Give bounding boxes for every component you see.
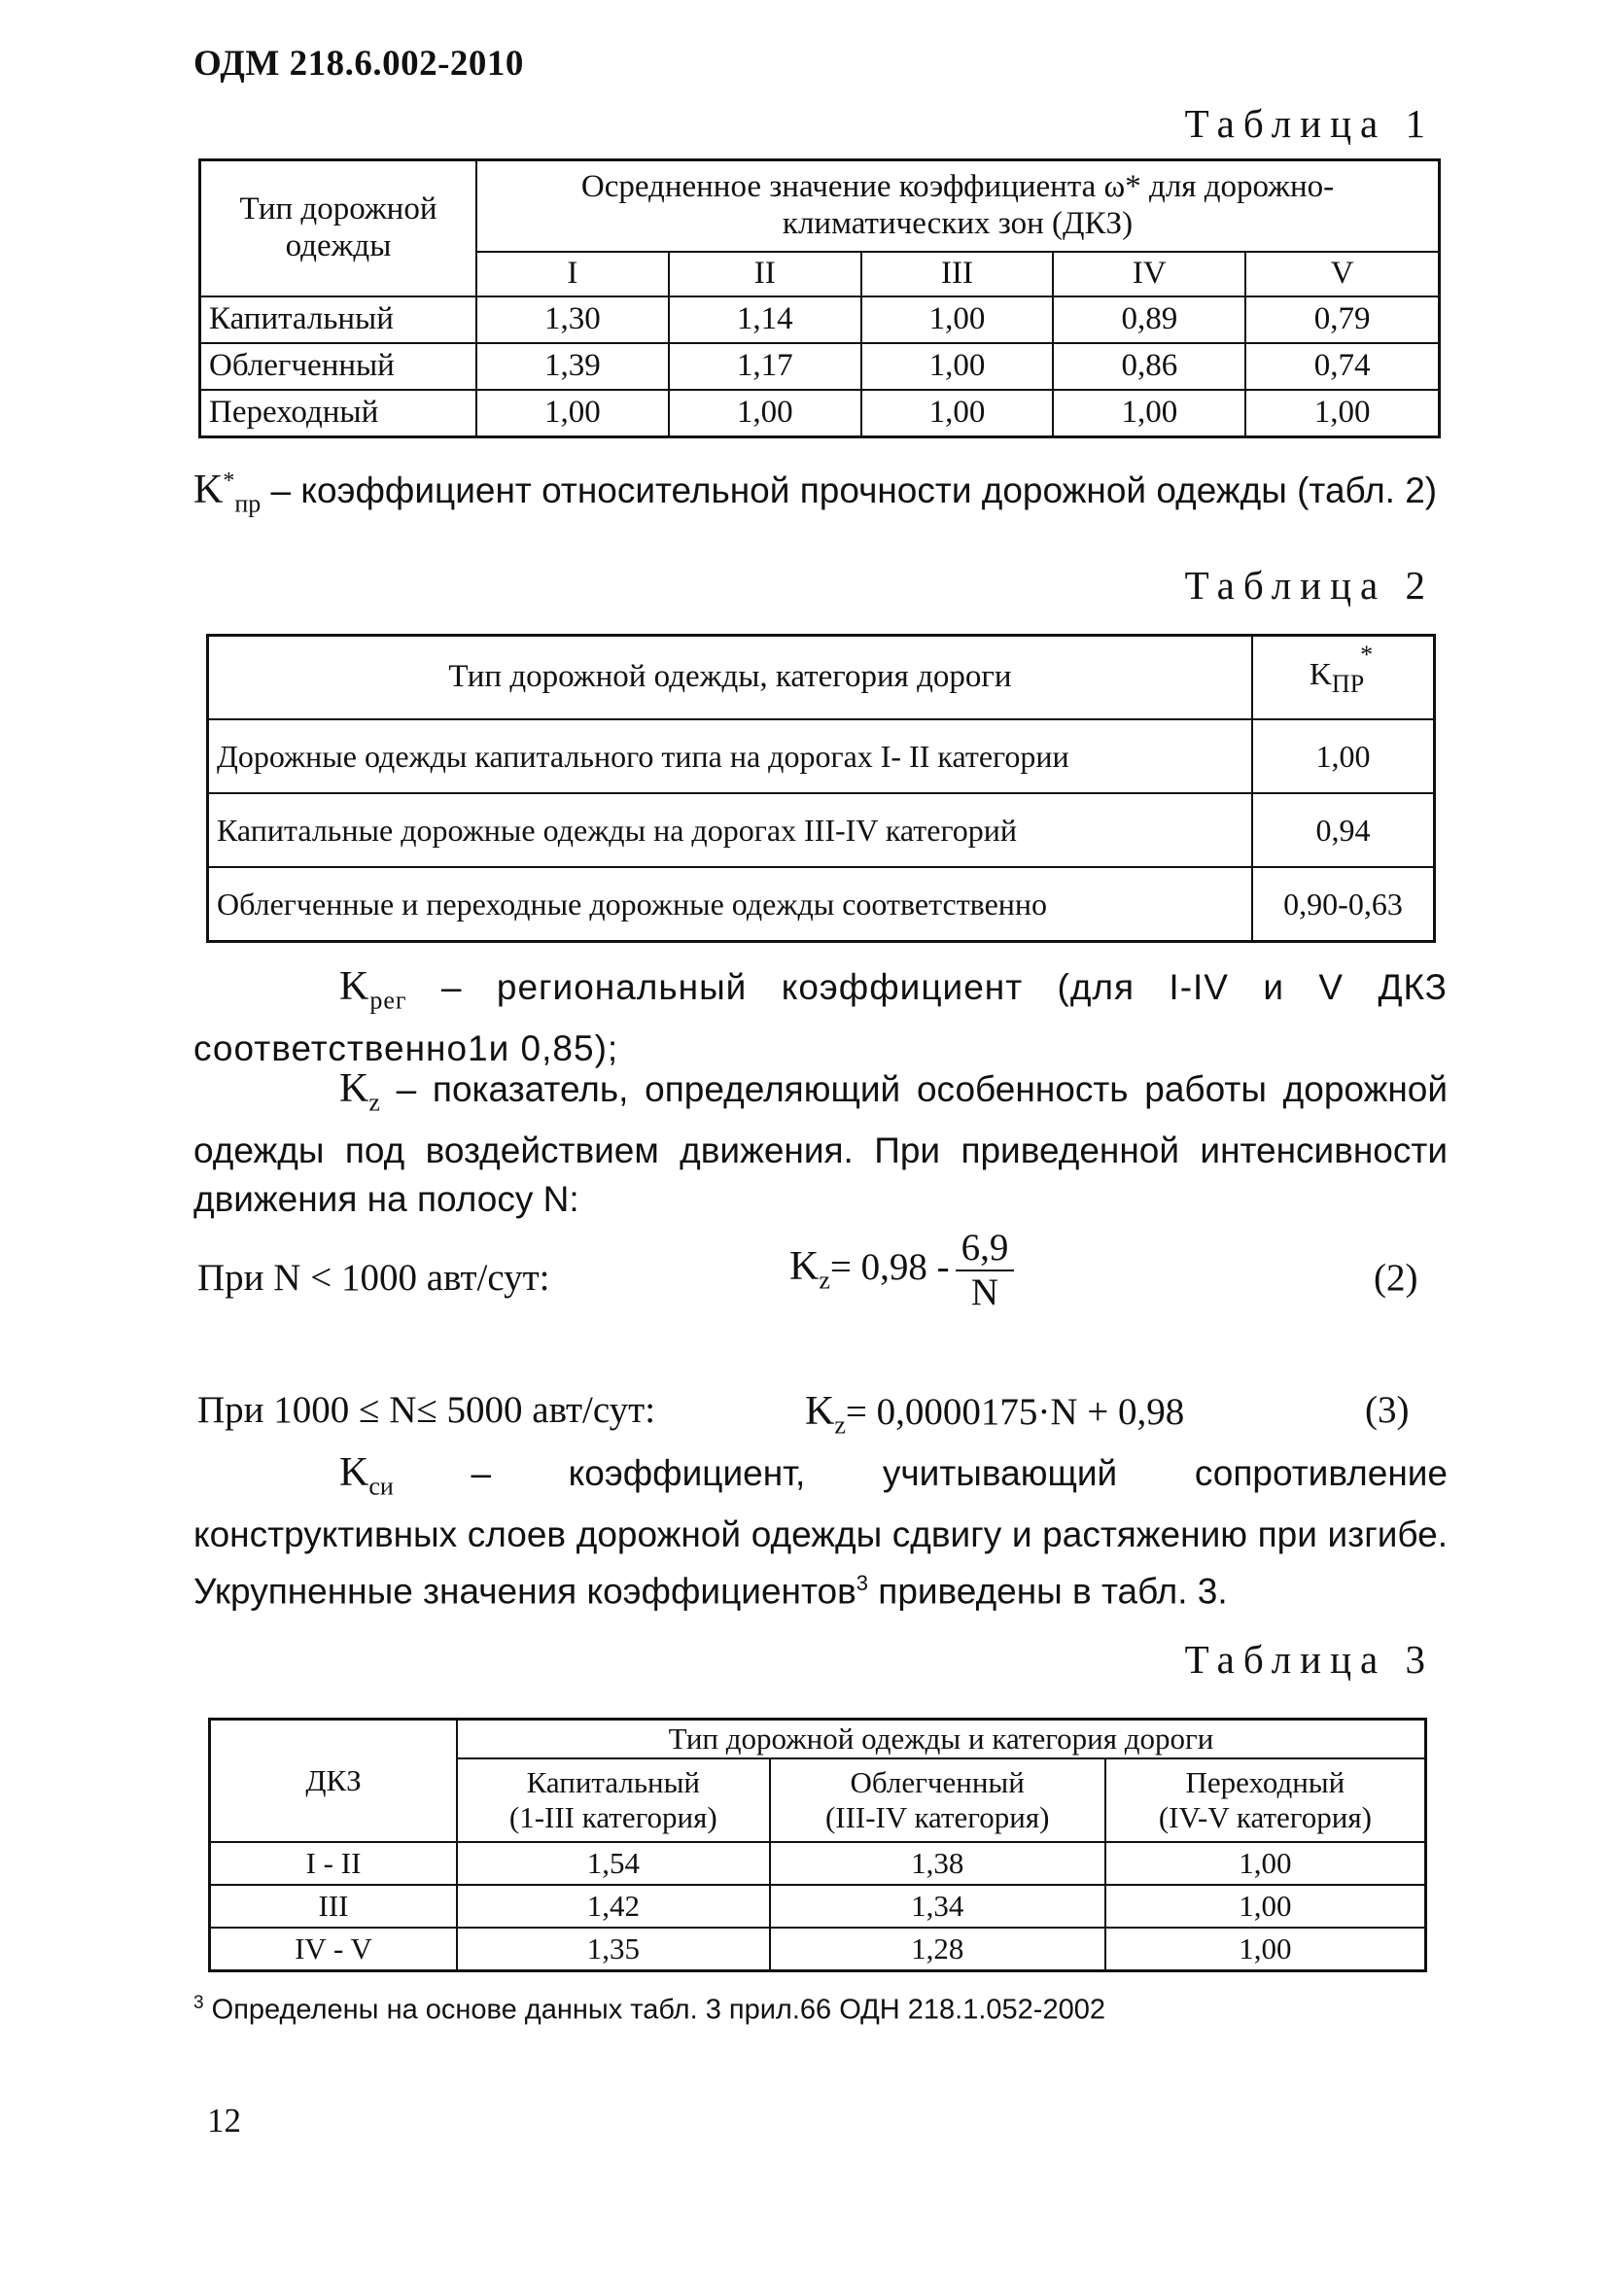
table1-zone-header: IV <box>1053 252 1245 296</box>
table3-type-header: Облегченный (III-IV категория) <box>770 1758 1105 1842</box>
kz-paragraph <box>193 1064 1448 1224</box>
kreg-description: – региональный коэффициент (для I-IV и V ДКЗ соответственно1и 0,85); <box>193 967 1448 1069</box>
table3-value-cell: 1,34 <box>770 1885 1105 1928</box>
table1-type-cell: Переходный <box>200 390 477 437</box>
table1-type-cell: Облегченный <box>200 343 477 390</box>
table1 <box>198 158 1441 438</box>
table1-value-cell: 1,00 <box>1245 390 1439 437</box>
formula3-number: (3) <box>1365 1389 1410 1431</box>
table1-value-cell: 1,00 <box>1053 390 1245 437</box>
table1-value-cell: 1,00 <box>861 343 1054 390</box>
table3-value-cell: 1,28 <box>770 1928 1105 1971</box>
table3-col-header: ДКЗ <box>210 1720 458 1843</box>
table1-caption: Таблица 1 <box>1184 101 1434 146</box>
table1-zone-header: I <box>476 252 669 296</box>
formula3-condition: При 1000 ≤ N≤ 5000 авт/сут: <box>197 1389 656 1431</box>
table3-group-header: Тип дорожной одежды и категория дороги <box>457 1720 1426 1759</box>
table3-zone-cell: III <box>210 1885 458 1928</box>
table3-value-cell: 1,00 <box>1105 1842 1426 1885</box>
ksi-description: – коэффициент, учитывающий сопротивление конструктивных слоев дорожной одежды сдвигу и растяжению при изгибе. Укрупненные значения коэффициентов <box>193 1453 1448 1612</box>
document-code: ОДМ 218.6.002-2010 <box>193 44 524 84</box>
table3-value-cell: 1,54 <box>457 1842 770 1885</box>
formula2-fraction: $\frac{6,9}{N}$ <box>956 1227 1015 1314</box>
page-number: 12 <box>207 2102 241 2139</box>
table1-zone-header: III <box>861 252 1054 296</box>
table3-value-cell: 1,42 <box>457 1885 770 1928</box>
table1-value-cell: 1,17 <box>669 343 861 390</box>
table1-value-cell: 1,30 <box>476 296 669 343</box>
table-row <box>210 1928 1426 1971</box>
table-row <box>210 1885 1426 1928</box>
table2-desc-cell: Капитальные дорожные одежды на дорогах III-IV категорий <box>208 793 1253 867</box>
table1-zone-header: II <box>669 252 861 296</box>
table3-type-header: Переходный (IV-V категория) <box>1105 1758 1426 1842</box>
kpr-symbol: $K^*_{пр}$ <box>193 468 262 518</box>
table-row <box>210 1842 1426 1885</box>
table-row <box>208 793 1435 867</box>
kpr-note <box>193 457 1448 528</box>
table3 <box>208 1718 1427 1972</box>
formula3-expression: $K_z= 0,0000175\cdot N + 0,98$ <box>805 1389 1185 1440</box>
table3-value-cell: 1,38 <box>770 1842 1105 1885</box>
table3-value-cell: 1,00 <box>1105 1885 1426 1928</box>
table1-col-header: Тип дорожной одежды <box>200 160 477 297</box>
table1-value-cell: 1,00 <box>861 296 1054 343</box>
table-row <box>200 343 1440 390</box>
table2 <box>206 634 1436 943</box>
kreg-symbol: $K_{рег}$ <box>339 964 407 1015</box>
kz-description: – показатель, определяющий особенность работы дорожной одежды под воздействием движения. При приведенной интенсивности движения на полосу N: <box>193 1069 1448 1220</box>
table1-value-cell: 1,00 <box>476 390 669 437</box>
table-row <box>208 719 1435 793</box>
table2-col1-header: Тип дорожной одежды, категория дороги <box>208 636 1253 720</box>
table2-col2-header: $K_{ПР}^*$ <box>1252 636 1435 720</box>
table3-type-header: Капитальный (1-III категория) <box>457 1758 770 1842</box>
kreg-paragraph <box>193 962 1448 1073</box>
table1-value-cell: 0,79 <box>1245 296 1439 343</box>
table2-caption: Таблица 2 <box>1184 563 1434 608</box>
table-row <box>200 390 1440 437</box>
table2-value-cell: 1,00 <box>1252 719 1435 793</box>
footnote-text: Определены на основе данных табл. 3 прил.66 ОДН 218.1.052-2002 <box>203 1994 1105 2026</box>
footnote-ref: 3 <box>856 1571 868 1596</box>
table3-value-cell: 1,35 <box>457 1928 770 1971</box>
table1-group-header: Осредненное значение коэффициента ω* для дорожно-климатических зон (ДКЗ) <box>476 160 1440 253</box>
table2-value-cell: 0,94 <box>1252 793 1435 867</box>
ksi-paragraph: $K_{си}$ – коэффициент, учитывающий сопротивление конструктивных слоев дорожной одежды сдвигу и растяжению при изгибе. Укрупненные значения коэффициентов$^3$ приведены в табл. 3. <box>193 1450 1448 1612</box>
table3-value-cell: 1,00 <box>1105 1928 1426 1971</box>
table1-value-cell: 0,89 <box>1053 296 1245 343</box>
table-row <box>208 867 1435 942</box>
table2-desc-cell: Облегченные и переходные дорожные одежды соответственно <box>208 867 1253 942</box>
table1-value-cell: 1,39 <box>476 343 669 390</box>
table1-value-cell: 1,00 <box>669 390 861 437</box>
table1-zone-header: V <box>1245 252 1439 296</box>
table2-desc-cell: Дорожные одежды капитального типа на дорогах I- II категории <box>208 719 1253 793</box>
table3-caption: Таблица 3 <box>1184 1637 1434 1682</box>
kz-symbol: $K_z$ <box>339 1066 380 1117</box>
formula2-number: (2) <box>1374 1257 1418 1299</box>
footnote <box>193 1993 1105 2027</box>
table1-value-cell: 0,86 <box>1053 343 1245 390</box>
table1-type-cell: Капитальный <box>200 296 477 343</box>
table3-zone-cell: I - II <box>210 1842 458 1885</box>
table-row <box>200 296 1440 343</box>
footnote-mark: 3 <box>193 1993 204 2013</box>
formula2-expression: $K_z= 0,98$ - $\frac{6,9}{N}$ <box>789 1227 1014 1314</box>
kpr-description: – коэффициент относительной прочности дорожной одежды (табл. 2) <box>261 470 1438 510</box>
ksi-symbol: $K_{си}$ <box>339 1450 394 1501</box>
table1-value-cell: 1,00 <box>861 390 1054 437</box>
table3-zone-cell: IV - V <box>210 1928 458 1971</box>
table2-value-cell: 0,90-0,63 <box>1252 867 1435 942</box>
table1-value-cell: 0,74 <box>1245 343 1439 390</box>
formula2-condition: При N < 1000 авт/сут: <box>197 1257 550 1299</box>
table1-value-cell: 1,14 <box>669 296 861 343</box>
